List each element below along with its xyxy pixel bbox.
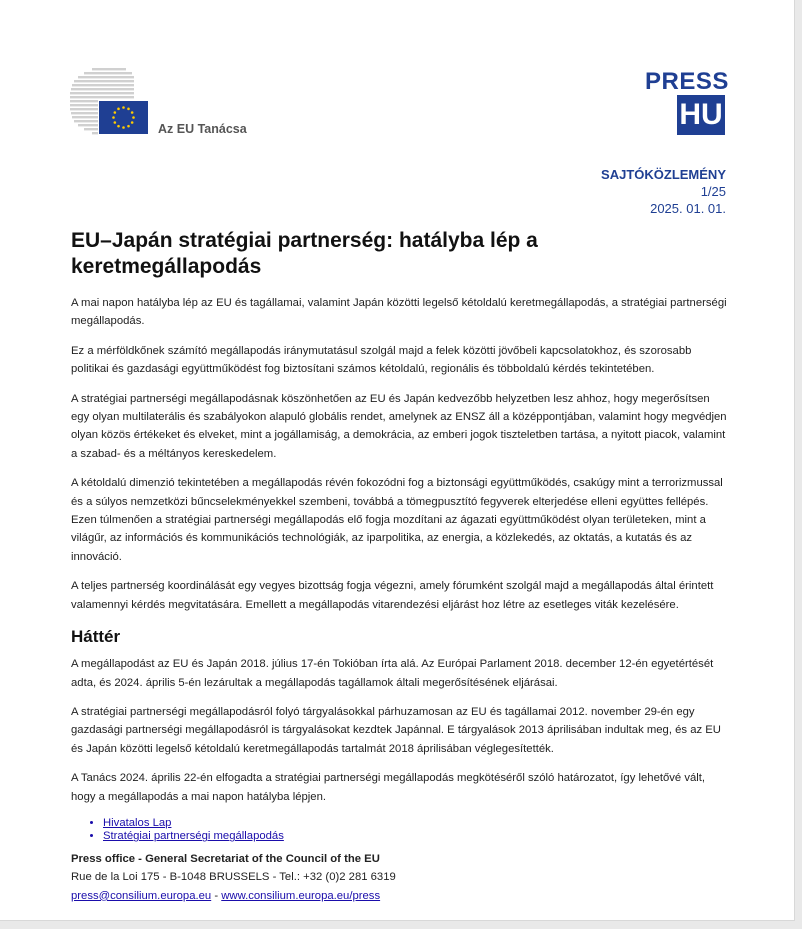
paragraph: A mai napon hatályba lép az EU és tagállamai, valamint Japán közötti legelső kétoldalú keretmegállapodás, a stratégiai partnerségi megállapodás.	[71, 297, 727, 328]
release-info	[601, 166, 726, 217]
contact-links	[71, 887, 731, 905]
release-number: 1/25	[700, 184, 726, 199]
press-office-address: Rue de la Loi 175 - B-1048 BRUSSELS - Tel.: +32 (0)2 281 6319	[71, 871, 396, 884]
council-name: Az EU Tanácsa	[158, 122, 247, 136]
flag-star	[117, 125, 120, 128]
flag-star	[114, 111, 117, 114]
flag-star	[127, 125, 130, 128]
flag-star	[132, 116, 135, 119]
article-title: EU–Japán stratégiai partnerség: hatályba lép a keretmegállapodás	[71, 229, 538, 278]
press-contact	[71, 850, 731, 905]
flag-star	[122, 106, 125, 109]
list-item	[103, 830, 731, 844]
related-links	[71, 817, 731, 844]
paragraph: A stratégiai partnerségi megállapodásnak köszönhetően az EU és Japán kedvezőbb helyzetben lesz ahhoz, hogy megerősítsen egy olyan multilaterális és szabályokon alapuló globális rendet, amelynek az ENSZ áll a középpontjában, valamint hogy megvédjen olyan közös értékeket és elveket, mint a jogállamiság, a demokrácia, az emberi jogok tiszteletben tartása, a nyitott piacok, valamint a szabad- és a méltányos kereskedelem.	[71, 392, 727, 460]
website-link[interactable]: www.consilium.europa.eu/press	[221, 889, 381, 902]
flag-star	[127, 108, 130, 111]
press-office-name: Press office - General Secretariat of the Council of the EU	[71, 852, 380, 865]
council-logo	[70, 66, 270, 141]
flag-star	[114, 121, 117, 124]
background-paragraph: A stratégiai partnerségi megállapodásról folyó tárgyalásokkal párhuzamosan az EU és tagállamai 2012. november 29-én egy gazdasági partnerségi megállapodásról is tárgyalásokat kezdtek Japánnal. E tárgyalások 2013 áprilisában indultak meg, és az EU és Japán közötti legelső kétoldalú keretmegállapodás tartalmát 2018 áprilisában véglegesítették.	[71, 705, 721, 755]
article-body	[71, 228, 731, 905]
flag-star	[131, 111, 134, 114]
press-heading: PRESS	[645, 68, 729, 95]
paragraph: A kétoldalú dimenzió tekintetében a megállapodás révén fokozódni fog a biztonsági együttműködés, csakúgy mint a terrorizmussal és a súlyos nemzetközi bűncselekményekkel szembeni, továbbá a tömegpusztító fegyverek elterjedése elleni együttes fellépés. Ezen túlmenően a stratégiai partnerségi megállapodás elő fogja mozdítani az ágazati együttműködést olyan területeken, mint a világűr, az információs és kommunikációs technológiák, az iparpolitika, az energia, a közlekedés, az oktatás, a kutatás és az innováció.	[71, 477, 723, 563]
flag-star	[122, 126, 125, 129]
language-badge: HU	[677, 95, 725, 135]
flag-star	[117, 108, 120, 111]
background-heading: Háttér	[71, 627, 121, 647]
official-journal-link[interactable]: Hivatalos Lap	[103, 816, 172, 829]
list-item	[103, 817, 731, 831]
email-link[interactable]: press@consilium.europa.eu	[71, 889, 212, 902]
release-date: 2025. 01. 01.	[650, 201, 726, 216]
flag-star	[112, 116, 115, 119]
paragraph: Ez a mérföldkőnek számító megállapodás iránymutatásul szolgál majd a felek közötti jövőbeli kapcsolatokhoz, és szorosabb politikai és gazdasági együttműködést fog biztosítani számos kétoldalú, regionális és többoldalú kérdés tekintetében.	[71, 344, 692, 376]
background-paragraph: A Tanács 2024. április 22-én elfogadta a stratégiai partnerségi megállapodás megkötéséről szóló határozatot, így lehetővé vált, hogy a megállapodás a mai napon hatályba lépjen.	[71, 772, 706, 803]
background-paragraph: A megállapodást az EU és Japán 2018. július 17-én Tokióban írta alá. Az Európai Parlament 2018. december 12-én egyetértését adta, és 2024. április 5-én lezárultak a megállapodás tagállamok általi megerősítésének eljárásai.	[71, 658, 714, 689]
paragraph: A teljes partnerség koordinálását egy vegyes bizottság fogja végezni, amely fórumként szolgál majd a megállapodás által érintett valamennyi kérdés megvitatására. Emellett a megállapodás vitarendezési eljárást hoz létre az esetleges viták kezelésére.	[71, 580, 714, 611]
eu-flag-icon	[99, 101, 148, 134]
agreement-link[interactable]: Stratégiai partnerségi megállapodás	[103, 830, 284, 843]
flag-star	[131, 121, 134, 124]
release-kind: SAJTÓKÖZLEMÉNY	[601, 167, 726, 182]
separator: -	[211, 889, 222, 902]
